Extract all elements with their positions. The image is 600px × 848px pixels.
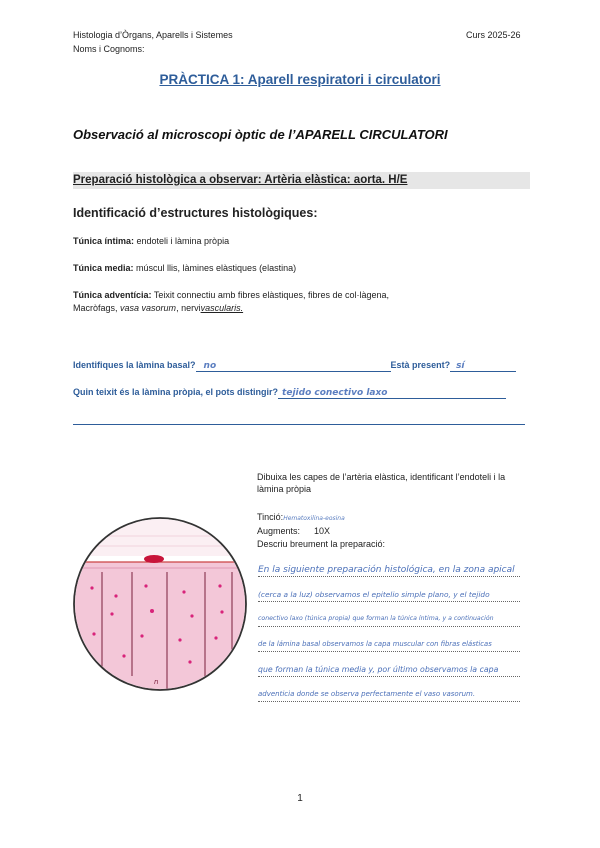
- preparation-text: Preparació histològica a observar: Artèria elàstica: aorta. H/E: [73, 174, 408, 186]
- preparation-bar: [73, 172, 530, 189]
- tunic-adventitia: Túnica adventícia: Teixit connectiu amb fibres elàstiques, fibres de col·làgena, Macròfags, vasa vasorum, nervivascularis.: [73, 290, 389, 313]
- magnification-row: Augments: 10X: [257, 526, 331, 536]
- answer-basal-lamina[interactable]: no: [203, 361, 217, 371]
- describe-label: Descriu breument la preparació:: [257, 539, 386, 549]
- description-text-1[interactable]: En la siguiente preparación histológica, en la zona apical: [258, 565, 515, 575]
- description-text-4[interactable]: de la lámina basal observamos la capa muscular con fibras elásticas: [258, 640, 492, 648]
- description-line: [258, 651, 520, 652]
- stain-value[interactable]: Hematoxilina-eosina: [283, 515, 345, 522]
- tunic-media: Túnica media: múscul llis, làmines elàstiques (elastina): [73, 263, 297, 273]
- description-text-5[interactable]: que forman la túnica media y, por último observamos la capa: [258, 665, 499, 674]
- page-title: PRÀCTICA 1: Aparell respiratori i circulatori: [159, 72, 441, 87]
- question-lamina-propria: Quin teixit és la làmina pròpia, el pots distingir? tejido conectivo laxo: [73, 387, 506, 399]
- description-text-6[interactable]: adventicia donde se observa perfectamente el vaso vasorum.: [258, 690, 476, 698]
- section-subtitle: Observació al microscopi òptic de l’APARELL CIRCULATORI: [73, 127, 448, 142]
- description-line: [258, 676, 520, 677]
- microscope-drawing: [72, 516, 248, 692]
- answer-lamina-propria[interactable]: tejido conectivo laxo: [282, 388, 388, 398]
- description-line: [258, 576, 520, 577]
- description-text-3[interactable]: conectivo laxo (túnica propia) que forman la túnica íntima, y a continuación: [258, 615, 494, 622]
- description-line: [258, 601, 520, 602]
- drawing-annotation: n: [154, 678, 159, 686]
- description-line: [258, 626, 520, 627]
- description-line: [258, 701, 520, 702]
- answer-line-extra: [73, 424, 525, 425]
- course-name: Histologia d’Òrgans, Aparells i Sistemes: [73, 30, 233, 40]
- answer-present[interactable]: sí: [456, 361, 465, 371]
- course-year: Curs 2025-26: [466, 30, 521, 40]
- description-text-2[interactable]: (cerca a la luz) observamos el epitelio simple plano, y el tejido: [258, 590, 490, 599]
- tunic-intima: Túnica íntima: endoteli i làmina pròpia: [73, 236, 230, 246]
- names-label: Noms i Cognoms:: [73, 44, 145, 54]
- page-number: 1: [297, 793, 303, 804]
- drawing-instruction: Dibuixa les capes de l’artèria elàstica, identificant l’endoteli i la làmina pròpia: [257, 472, 506, 494]
- stain-row: Tinció:Hematoxilina-eosina: [257, 512, 345, 522]
- question-basal-lamina: Identifiques la làmina basal? no Està present? sí: [73, 360, 516, 372]
- identification-heading: Identificació d’estructures histològiques:: [73, 206, 318, 220]
